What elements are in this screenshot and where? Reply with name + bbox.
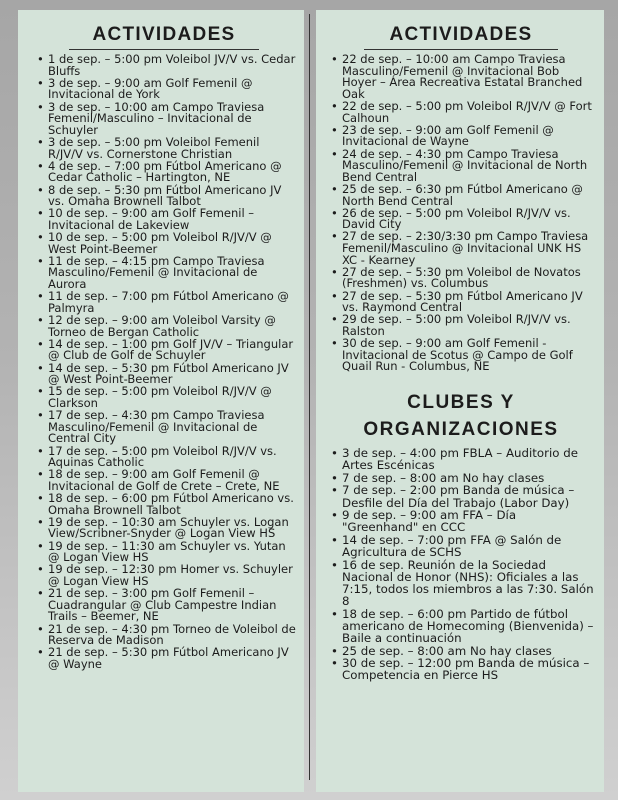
activity-item: • 17 de sep. – 4:30 pm Campo Traviesa Masculino/Femenil @ Invitacional de Central City [48,410,296,445]
activity-item: • 19 de sep. – 10:30 am Schuyler vs. Logan View/Scribner-Snyder @ Logan View HS [48,517,296,540]
activity-item: • 17 de sep. – 5:00 pm Voleibol R/JV/V vs. Aquinas Catholic [48,446,296,469]
club-item: • 7 de sep. – 8:00 am No hay clases [342,472,596,484]
clubs-list [326,447,596,682]
club-item: • 18 de sep. – 6:00 pm Partido de fútbol americano de Homecoming (Bienvenida) – Baile a continuación [342,608,596,644]
activity-item: • 15 de sep. – 5:00 pm Voleibol R/JV/V @ Clarkson [48,386,296,409]
left-activities-title: ACTIVIDADES [69,24,259,50]
left-column [18,10,304,792]
activity-item: • 8 de sep. – 5:30 pm Fútbol Americano JV vs. Omaha Brownell Talbot [48,185,296,208]
activity-item: • 10 de sep. – 9:00 am Golf Femenil – Invitacional de Lakeview [48,208,296,231]
activity-item: • 11 de sep. – 7:00 pm Fútbol Americano @ Palmyra [48,291,296,314]
activity-item: • 25 de sep. – 6:30 pm Fútbol Americano @ North Bend Central [342,184,596,207]
activity-item: • 4 de sep. – 7:00 pm Fútbol Americano @ Cedar Catholic – Hartington, NE [48,161,296,184]
activity-item: • 19 de sep. – 11:30 am Schuyler vs. Yutan @ Logan View HS [48,541,296,564]
activity-item: • 12 de sep. – 9:00 am Voleibol Varsity @ Torneo de Bergan Catholic [48,315,296,338]
activity-item: • 1 de sep. – 5:00 pm Voleibol JV/V vs. Cedar Bluffs [48,54,296,77]
activity-item: • 3 de sep. – 5:00 pm Voleibol Femenil R/JV/V vs. Cornerstone Christian [48,137,296,160]
activity-item: • 18 de sep. – 9:00 am Golf Femenil @ Invitacional de Golf de Crete – Crete, NE [48,469,296,492]
activity-item: • 22 de sep. – 10:00 am Campo Traviesa Masculino/Femenil @ Invitacional Bob Hoyer – Área Recreativa Estatal Branched Oak [342,54,596,100]
right-activities-title: ACTIVIDADES [364,24,558,50]
activity-item: • 27 de sep. – 5:30 pm Voleibol de Novatos (Freshmen) vs. Columbus [342,267,596,290]
activity-item: • 3 de sep. – 9:00 am Golf Femenil @ Invitacional de York [48,78,296,101]
activity-item: • 24 de sep. – 4:30 pm Campo Traviesa Masculino/Femenil @ Invitacional de North Bend Central [342,149,596,184]
column-divider [309,14,310,780]
activity-item: • 27 de sep. – 2:30/3:30 pm Campo Traviesa Femenil/Masculino @ Invitacional UNK HS XC - Kearney [342,231,596,266]
right-activities-list [326,54,596,373]
left-activities-list [32,54,296,671]
activity-item: • 29 de sep. – 5:00 pm Voleibol R/JV/V vs. Ralston [342,314,596,337]
club-item: • 9 de sep. – 9:00 am FFA – Día "Greenhand" en CCC [342,509,596,533]
clubs-title [326,389,596,443]
club-item: • 25 de sep. – 8:00 am No hay clases [342,645,596,657]
club-item: • 14 de sep. – 7:00 pm FFA @ Salón de Agricultura de SCHS [342,534,596,558]
activity-item: • 21 de sep. – 5:30 pm Fútbol Americano JV @ Wayne [48,647,296,670]
club-item: • 16 de sep. Reunión de la Sociedad Nacional de Honor (NHS): Oficiales a las 7:15, todos los miembros a las 7:30. Salón 8 [342,559,596,607]
activity-item: • 23 de sep. – 9:00 am Golf Femenil @ Invitacional de Wayne [342,125,596,148]
activity-item: • 26 de sep. – 5:00 pm Voleibol R/JV/V vs. David City [342,208,596,231]
activity-item: • 30 de sep. – 9:00 am Golf Femenil - Invitacional de Scotus @ Campo de Golf Quail Run - Columbus, NE [342,338,596,373]
activity-item: • 22 de sep. – 5:00 pm Voleibol R/JV/V @ Fort Calhoun [342,101,596,124]
activity-item: • 27 de sep. – 5:30 pm Fútbol Americano JV vs. Raymond Central [342,291,596,314]
activity-item: • 18 de sep. – 6:00 pm Fútbol Americano vs. Omaha Brownell Talbot [48,493,296,516]
club-item: • 30 de sep. – 12:00 pm Banda de música – Competencia en Pierce HS [342,657,596,681]
club-item: • 3 de sep. – 4:00 pm FBLA – Auditorio de Artes Escénicas [342,447,596,471]
activity-item: • 3 de sep. – 10:00 am Campo Traviesa Femenil/Masculino – Invitacional de Schuyler [48,102,296,137]
right-column [316,10,604,792]
activity-item: • 14 de sep. – 5:30 pm Fútbol Americano JV @ West Point-Beemer [48,363,296,386]
clubs-title-line1: CLUBES Y [407,391,515,413]
activity-item: • 19 de sep. – 12:30 pm Homer vs. Schuyler @ Logan View HS [48,564,296,587]
activity-item: • 10 de sep. – 5:00 pm Voleibol R/JV/V @ West Point-Beemer [48,232,296,255]
activity-item: • 11 de sep. – 4:15 pm Campo Traviesa Masculino/Femenil @ Invitacional de Aurora [48,256,296,291]
activity-item: • 14 de sep. – 1:00 pm Golf JV/V – Triangular @ Club de Golf de Schuyler [48,339,296,362]
clubs-title-line2: ORGANIZACIONES [363,418,559,440]
activity-item: • 21 de sep. – 3:00 pm Golf Femenil – Cuadrangular @ Club Campestre Indian Trails – Beemer, NE [48,588,296,623]
activity-item: • 21 de sep. – 4:30 pm Torneo de Voleibol de Reserva de Madison [48,624,296,647]
club-item: • 7 de sep. – 2:00 pm Banda de música – Desfile del Día del Trabajo (Labor Day) [342,484,596,508]
